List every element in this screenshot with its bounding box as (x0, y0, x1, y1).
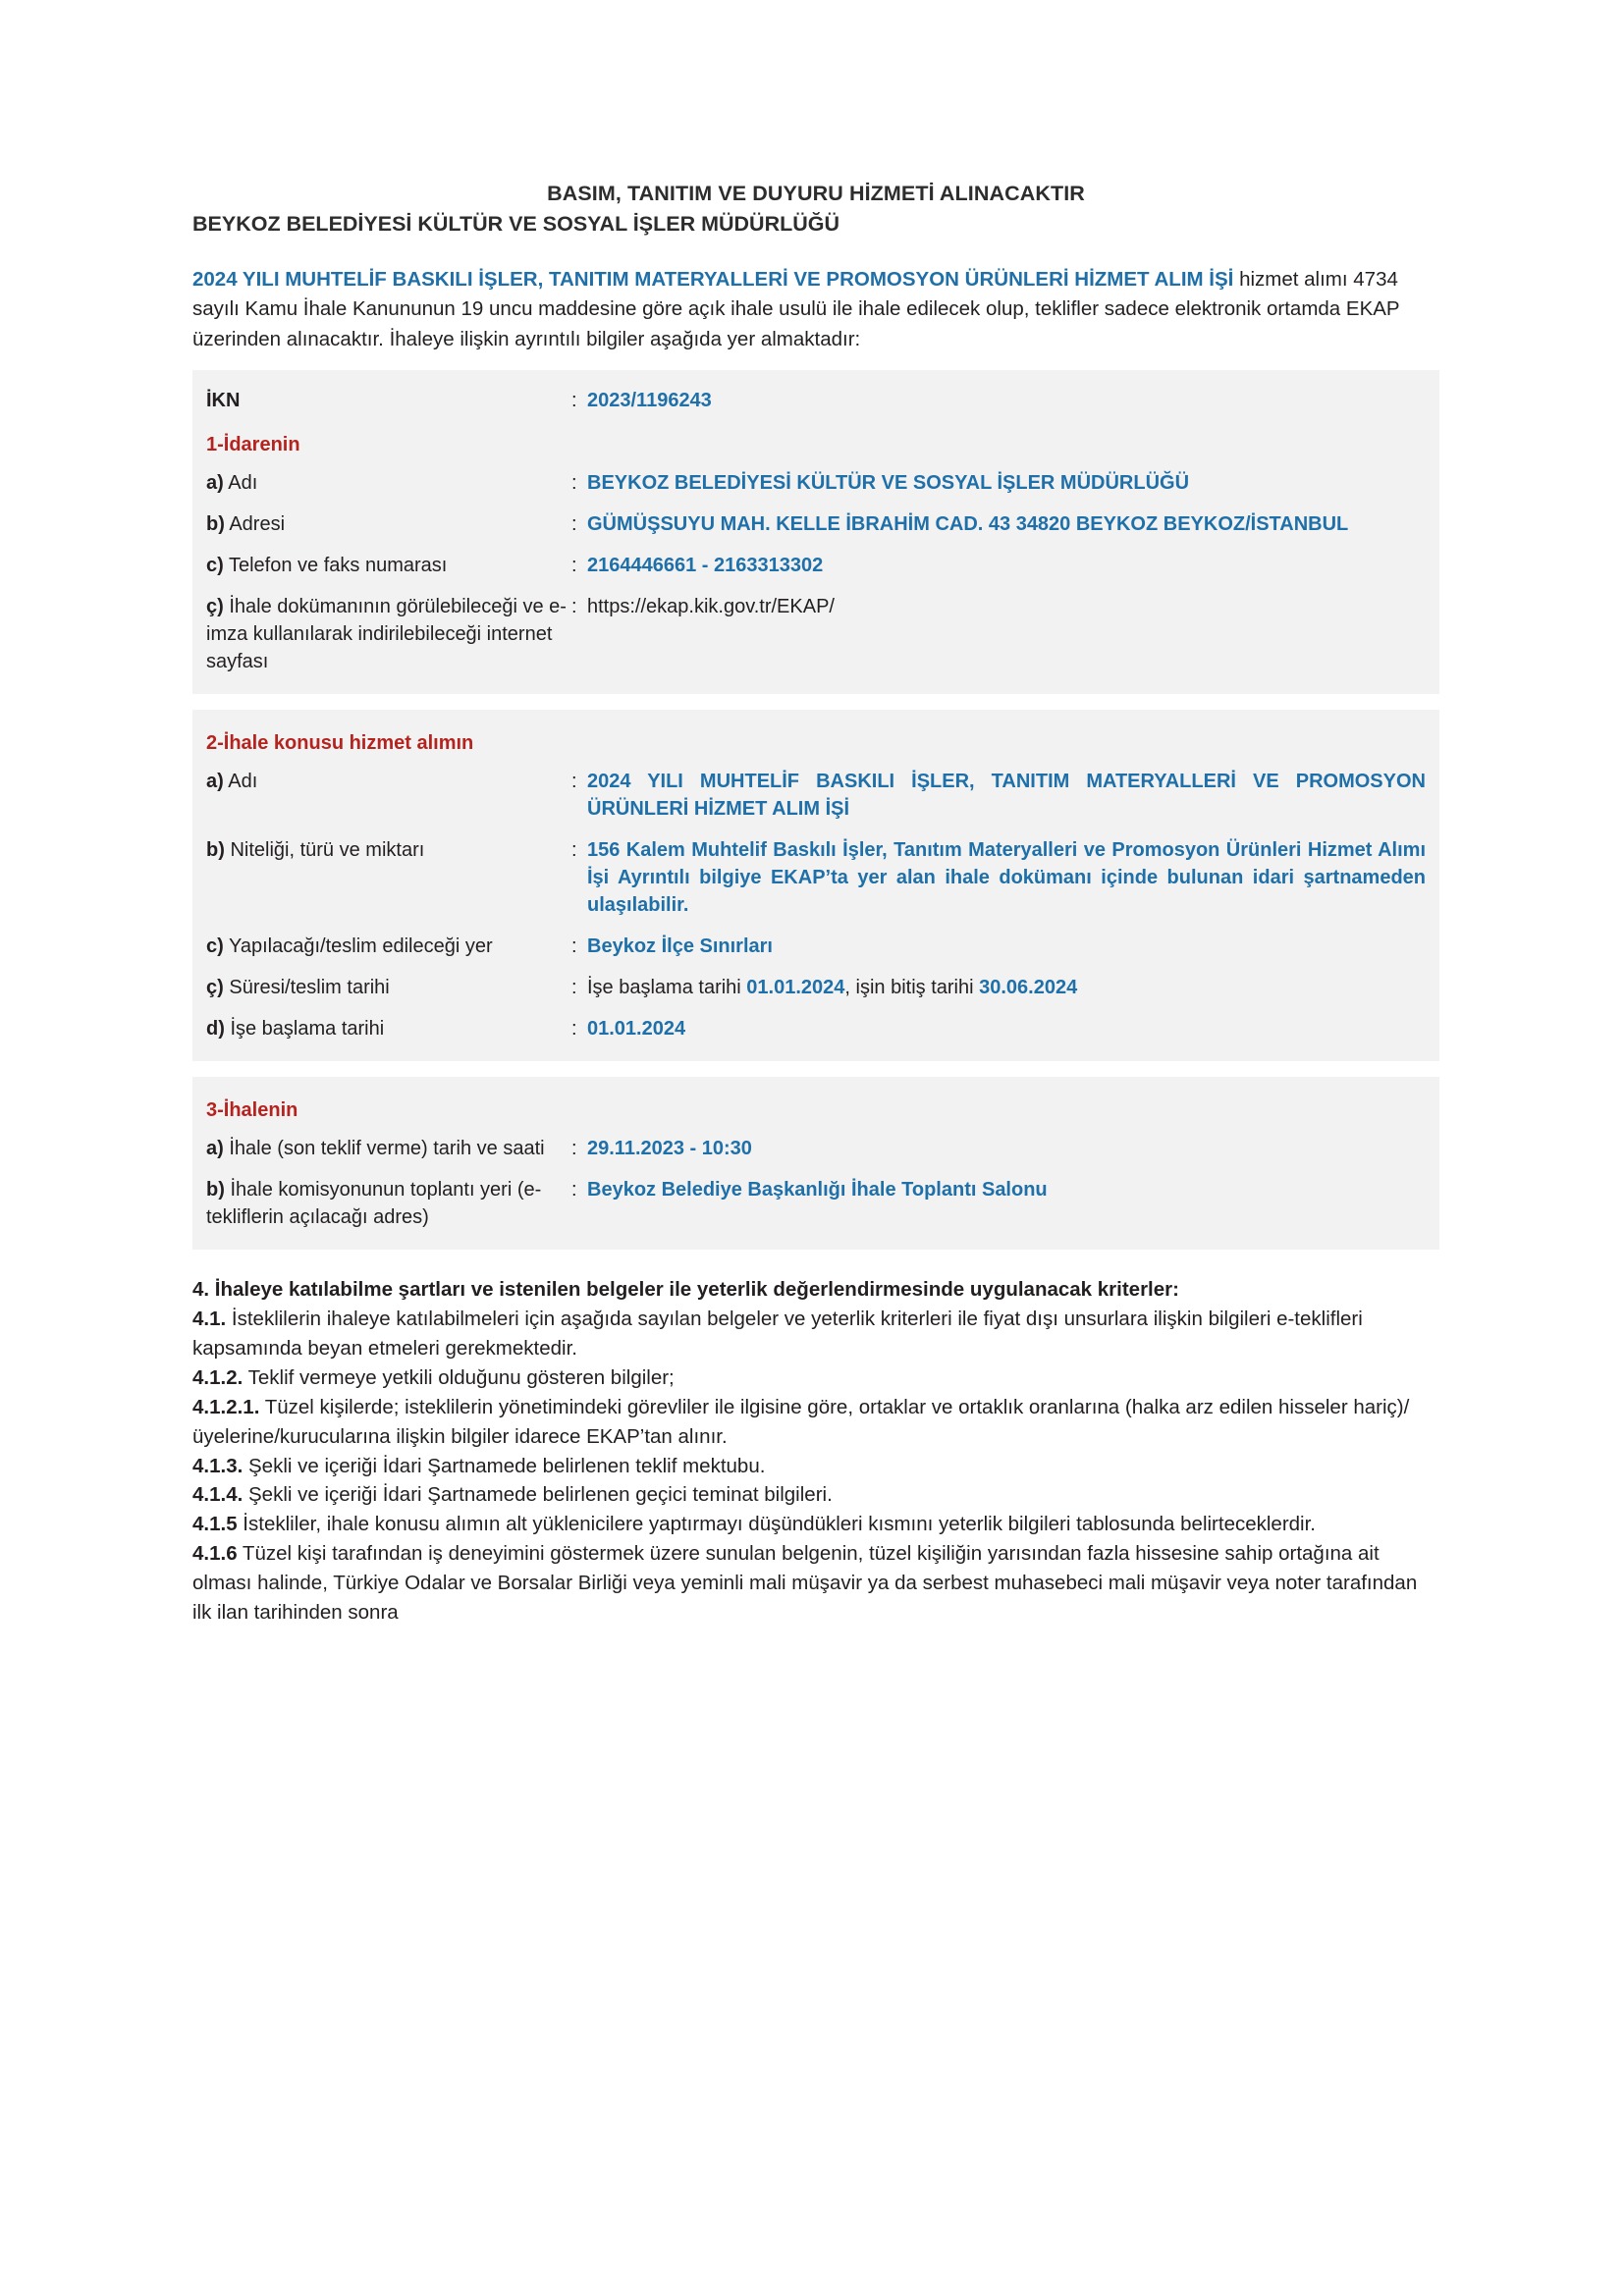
criteria-item-text: Şekli ve içeriği İdari Şartnamede belirlenen teklif mektubu. (243, 1454, 766, 1477)
row-value-part: , işin bitiş tarihi (844, 977, 980, 999)
row-label (206, 469, 571, 497)
criteria-item (192, 1393, 1439, 1452)
row-colon: : (571, 935, 577, 958)
intro-rest: hizmet alımı 4734 sayılı Kamu İhale Kanununun 19 uncu maddesine göre açık ihale usulü ile ihale edilecek olup, teklifler sadece elektronik ortamda EKAP üzerinden alınacaktır. İhaleye ilişkin ayrıntılı bilgiler aşağıda yer almaktadır: (192, 268, 1400, 350)
criteria-item (192, 1510, 1439, 1539)
row-label-text: Telefon ve faks numarası (223, 555, 448, 577)
row-value[interactable]: https://ekap.kik.gov.tr/EKAP/ (587, 596, 835, 618)
criteria-item-text: Tüzel kişilerde; isteklilerin yönetimindeki görevliler ile ilgisine göre, ortaklar ve ortaklık oranlarına (halka arz edilen hisseler hariç)/üyelerine/kurucularına ilişkin bilgiler idarece EKAP’tan alınır. (192, 1395, 1410, 1448)
row-value: 2164446661 - 2163313302 (587, 555, 824, 577)
row-marker: ç) (206, 596, 224, 618)
row-label-text: İhale dokümanının görülebileceği ve e-imza kullanılarak indirilebileceği internet sayfası (206, 596, 567, 673)
table-row (192, 586, 1439, 682)
row-marker: c) (206, 555, 224, 577)
row-colon: : (571, 513, 577, 536)
row-label (206, 552, 571, 579)
criteria-item (192, 1452, 1439, 1481)
table-row (192, 926, 1439, 967)
section-heading-2: 2-İhale konusu hizmet alımın (206, 732, 474, 755)
row-colon: : (571, 1138, 577, 1160)
row-value-date-end: 30.06.2024 (979, 977, 1078, 999)
row-colon: : (571, 390, 577, 412)
row-label-text: İşe başlama tarihi (224, 1018, 385, 1041)
ihalenin-block (192, 1077, 1439, 1250)
page-title: BASIM, TANITIM VE DUYURU HİZMETİ ALINACAKTIR (547, 182, 1085, 205)
criteria-item-number: 4.1. (192, 1307, 227, 1330)
row-marker: c) (206, 935, 224, 958)
criteria-item-text: İstekliler, ihale konusu alımın alt yüklenicilere yaptırmayı düşündükleri kısmını yeterlik bilgileri tablosunda belirteceklerdir. (237, 1513, 1317, 1536)
row-marker: d) (206, 1018, 225, 1041)
row-label-text: Niteliği, türü ve miktarı (224, 839, 425, 862)
row-marker: b) (206, 1179, 225, 1201)
row-marker: ç) (206, 977, 224, 999)
row-value-part: İşe başlama tarihi (587, 977, 747, 999)
section-heading-3: 3-İhalenin (206, 1099, 298, 1122)
criteria-item-text: Tüzel kişi tarafından iş deneyimini göstermek üzere sunulan belgenin, tüzel kişiliğin yarısından fazla hissesine sahip ortağına ait olması halinde, Türkiye Odalar ve Borsalar Birliği veya yeminli mali müşavir ya da serbest muhasebeci mali müşavir veya noter tarafından ilk ilan tarihinden sonra (192, 1542, 1418, 1625)
criteria-item (192, 1305, 1439, 1363)
row-colon: : (571, 555, 577, 577)
table-row (192, 504, 1439, 545)
row-label (206, 933, 571, 960)
row-label (206, 836, 571, 864)
row-marker: a) (206, 472, 224, 495)
intro-paragraph (192, 265, 1439, 354)
table-row (192, 967, 1439, 1008)
criteria-item-number: 4.1.6 (192, 1542, 238, 1566)
table-row (192, 462, 1439, 504)
idare-block (192, 370, 1439, 694)
row-label-text: Adresi (224, 513, 286, 536)
document-content (192, 180, 1439, 1628)
criteria-item-number: 4.1.2. (192, 1365, 244, 1389)
row-value: 156 Kalem Muhtelif Baskılı İşler, Tanıtım Materyalleri ve Promosyon Ürünleri Hizmet Alımı İşi Ayrıntılı bilgiye EKAP’ta yer alan ihale dokümanı içinde bulunan idari şartnameden ulaşılabilir. (587, 839, 1426, 917)
row-label-text: Süresi/teslim tarihi (223, 977, 390, 999)
row-marker: b) (206, 513, 225, 536)
ihale-konusu-block (192, 710, 1439, 1061)
row-value: Beykoz İlçe Sınırları (587, 935, 773, 958)
row-value: BEYKOZ BELEDİYESİ KÜLTÜR VE SOSYAL İŞLER MÜDÜRLÜĞÜ (587, 472, 1190, 495)
row-value: Beykoz Belediye Başkanlığı İhale Toplantı Salonu (587, 1179, 1048, 1201)
row-value: GÜMÜŞSUYU MAH. KELLE İBRAHİM CAD. 43 34820 BEYKOZ BEYKOZ/İSTANBUL (587, 513, 1349, 536)
row-label-text: Adı (223, 771, 258, 793)
row-value: 29.11.2023 - 10:30 (587, 1138, 752, 1160)
row-label (206, 1176, 571, 1231)
row-value: 2024 YILI MUHTELİF BASKILI İŞLER, TANITIM MATERYALLERİ VE PROMOSYON ÜRÜNLERİ HİZMET ALIM İŞİ (587, 771, 1426, 821)
row-value: 2023/1196243 (587, 390, 712, 412)
row-colon: : (571, 839, 577, 862)
page-subtitle: BEYKOZ BELEDİYESİ KÜLTÜR VE SOSYAL İŞLER MÜDÜRLÜĞÜ (192, 212, 840, 237)
row-label (206, 1015, 571, 1042)
row-marker: a) (206, 1138, 224, 1160)
table-row (192, 545, 1439, 586)
row-colon: : (571, 1018, 577, 1041)
row-colon: : (571, 977, 577, 999)
table-row (192, 1169, 1439, 1238)
table-row (192, 1128, 1439, 1169)
row-label-text: Adı (223, 472, 258, 495)
table-row (192, 761, 1439, 829)
criteria-item-text: İsteklilerin ihaleye katılabilmeleri için aşağıda sayılan belgeler ve yeterlik kriterleri ile fiyat dışı unsurlara ilişkin bilgileri e-teklifleri kapsamında beyan etmeleri gerekmektedir. (192, 1307, 1363, 1360)
row-label-text: Yapılacağı/teslim edileceği yer (223, 935, 493, 958)
criteria-item-number: 4.1.3. (192, 1454, 244, 1477)
criteria-heading (192, 1275, 1439, 1305)
row-colon: : (571, 596, 577, 618)
row-value (587, 974, 1426, 1001)
table-row (192, 380, 1439, 421)
row-label (206, 974, 571, 1001)
criteria-item-number: 4.1.5 (192, 1513, 238, 1536)
criteria-item (192, 1539, 1439, 1628)
row-marker: b) (206, 839, 225, 862)
criteria-item-text: Şekli ve içeriği İdari Şartnamede belirlenen geçici teminat bilgileri. (243, 1483, 833, 1507)
row-label-text: İhale komisyonunun toplantı yeri (e-tekliflerin açılacağı adres) (206, 1179, 542, 1229)
table-row (192, 829, 1439, 926)
row-marker: a) (206, 771, 224, 793)
row-label (206, 1135, 571, 1162)
criteria-item-number: 4.1.4. (192, 1483, 244, 1507)
row-colon: : (571, 1179, 577, 1201)
row-value: 01.01.2024 (587, 1018, 686, 1041)
row-colon: : (571, 771, 577, 793)
criteria-item-text: Teklif vermeye yetkili olduğunu gösteren bilgiler; (243, 1365, 675, 1389)
row-value-date-start: 01.01.2024 (746, 977, 845, 999)
row-colon: : (571, 472, 577, 495)
row-label (206, 510, 571, 538)
section-heading-1: 1-İdarenin (206, 434, 300, 456)
criteria-heading-text: 4. İhaleye katılabilme şartları ve istenilen belgeler ile yeterlik değerlendirmesinde uygulanacak kriterler: (192, 1278, 1179, 1302)
row-label: İKN (206, 390, 241, 412)
intro-highlight: 2024 YILI MUHTELİF BASKILI İŞLER, TANITIM MATERYALLERİ VE PROMOSYON ÜRÜNLERİ HİZMET ALIM İŞİ (192, 268, 1234, 292)
row-label (206, 593, 571, 675)
criteria-item (192, 1480, 1439, 1510)
criteria-item-number: 4.1.2.1. (192, 1395, 260, 1418)
criteria-section (192, 1275, 1439, 1628)
row-label (206, 768, 571, 795)
criteria-item (192, 1363, 1439, 1393)
row-label-text: İhale (son teklif verme) tarih ve saati (223, 1138, 545, 1160)
table-row (192, 1008, 1439, 1049)
